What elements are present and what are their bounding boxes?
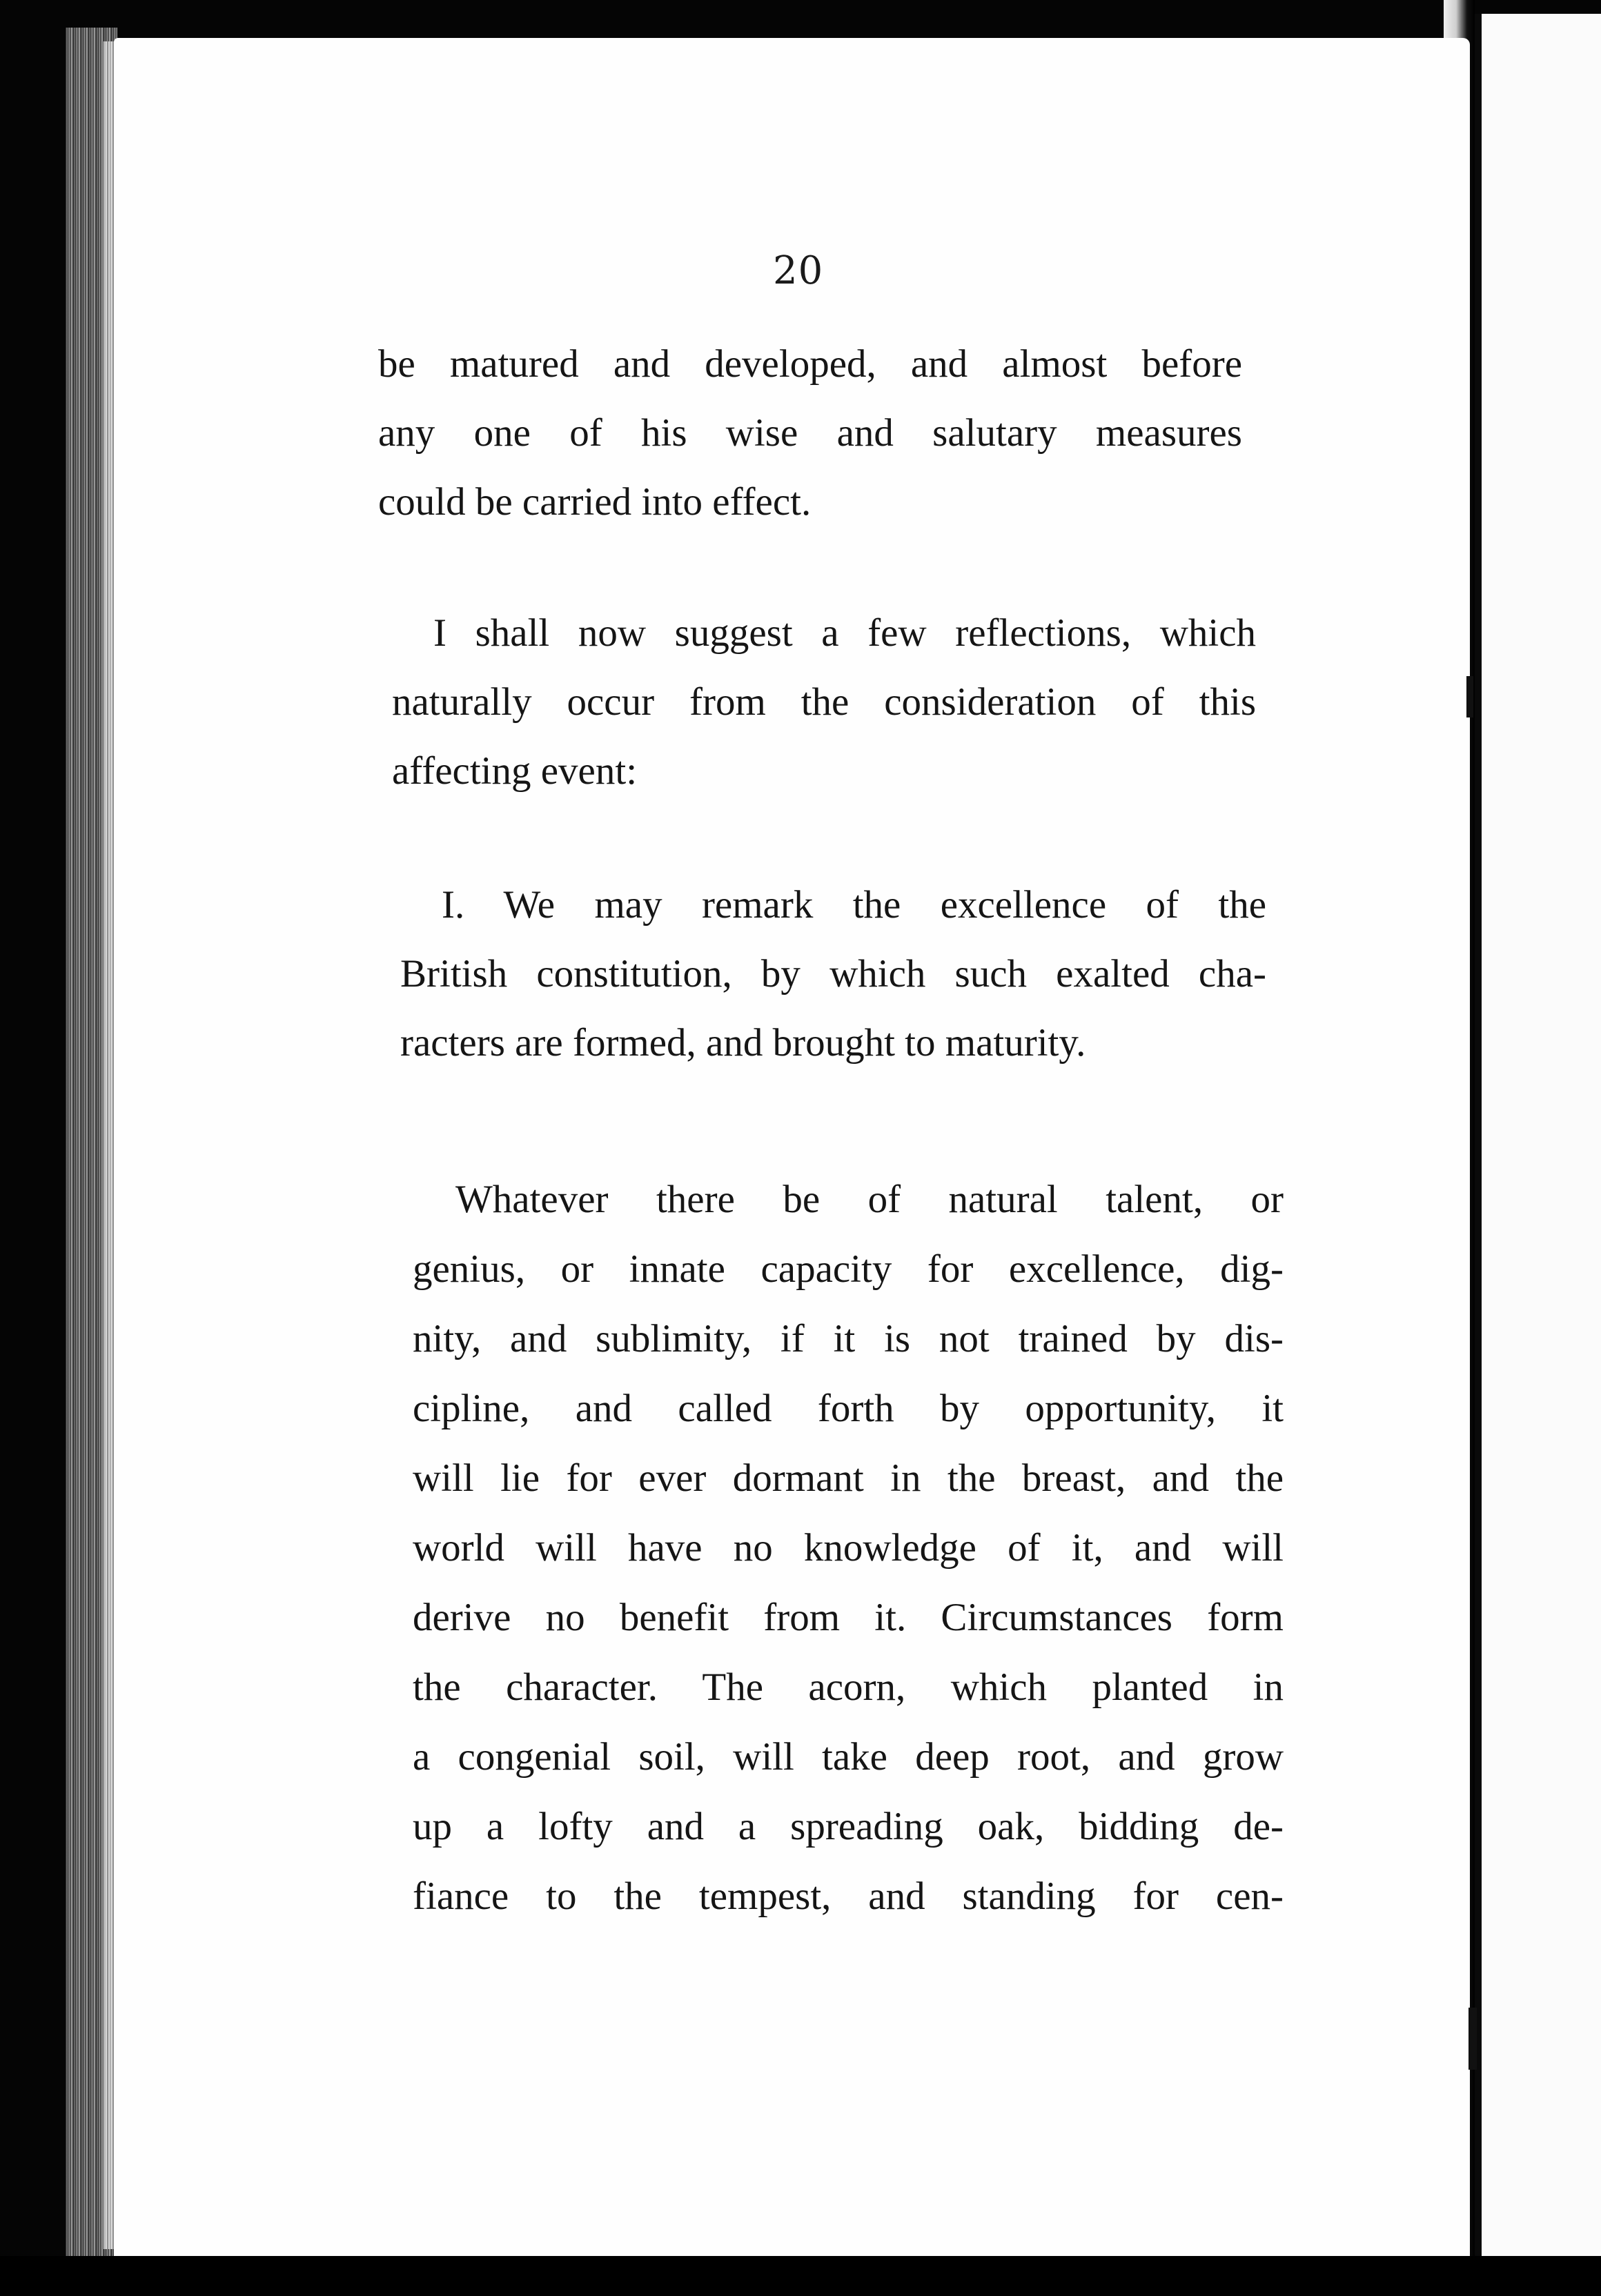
text-line: the character. The acorn, which planted in <box>413 1665 1284 1709</box>
text-line: nity, and sublimity, if it is not trained by dis- <box>413 1317 1284 1360</box>
text-line: could be carried into effect. <box>378 480 812 524</box>
text-line: racters are formed, and brought to maturity. <box>400 1021 1086 1065</box>
scan-bottom-border <box>0 2256 1601 2296</box>
text-line: will lie for ever dormant in the breast, and the <box>413 1456 1284 1500</box>
text-line: any one of his wise and salutary measures <box>378 411 1242 455</box>
text-line: affecting event: <box>392 749 638 793</box>
text-line: be matured and developed, and almost before <box>378 342 1242 386</box>
text-line: fiance to the tempest, and standing for cen- <box>413 1874 1284 1918</box>
scan-artifact <box>1469 2008 1477 2070</box>
paragraph-3 <box>400 871 1266 1078</box>
text-line: up a lofty and a spreading oak, bidding de- <box>413 1805 1284 1848</box>
paragraph-4 <box>413 1165 1284 1931</box>
text-line: British constitution, by which such exalted cha- <box>400 952 1266 996</box>
text-line: a congenial soil, will take deep root, and grow <box>413 1735 1284 1779</box>
scan-artifact <box>1466 676 1473 718</box>
text-line: world will have no knowledge of it, and will <box>413 1526 1284 1570</box>
text-line: derive no benefit from it. Circumstances form <box>413 1596 1284 1639</box>
text-line: cipline, and called forth by opportunity, it <box>413 1387 1284 1430</box>
text-line: I shall now suggest a few reflections, which <box>433 611 1256 655</box>
paragraph-1 <box>378 330 1242 537</box>
text-line: naturally occur from the consideration of this <box>392 680 1256 724</box>
text-line: Whatever there be of natural talent, or <box>455 1178 1284 1221</box>
text-line: I. We may remark the excellence of the <box>442 883 1266 927</box>
page-number: 20 <box>773 248 824 293</box>
paragraph-2 <box>392 599 1256 806</box>
text-line: genius, or innate capacity for excellence, dig- <box>413 1247 1284 1291</box>
facing-page-edge <box>1475 14 1601 2256</box>
